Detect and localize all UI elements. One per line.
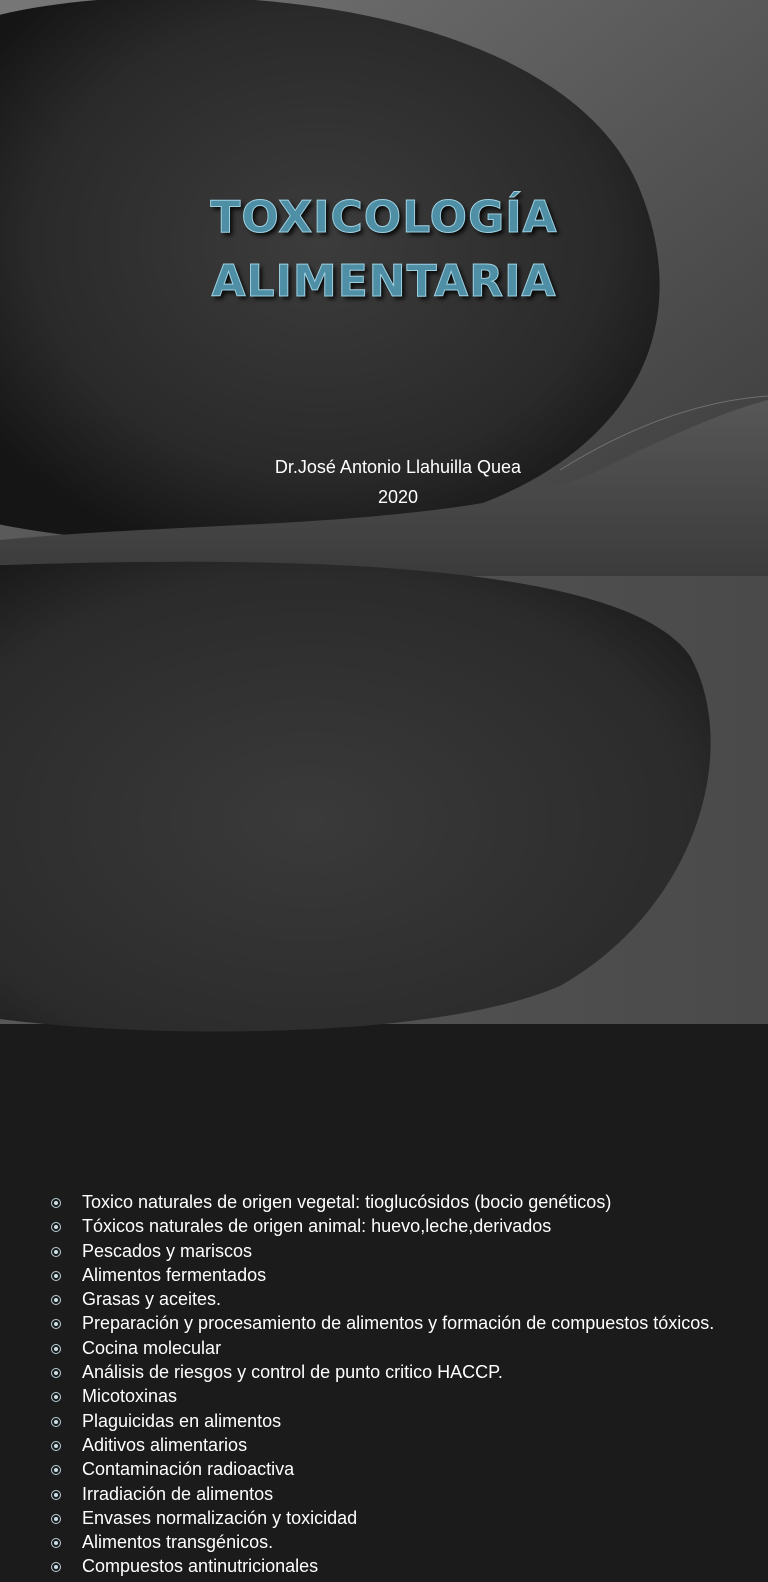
list-item-text: Micotoxinas <box>82 1386 178 1407</box>
list-item-text: Envases normalización y toxicidad <box>82 1507 358 1528</box>
title-line-1: TOXICOLOGÍA <box>210 192 558 243</box>
list-item <box>48 1533 738 1551</box>
list-item <box>48 1290 738 1308</box>
circle-bullet-icon <box>51 1514 61 1524</box>
circle-bullet-icon <box>51 1222 61 1232</box>
list-item-text: Pescados y mariscos <box>82 1240 253 1261</box>
author-name: Dr.José Antonio Llahuilla Quea <box>274 457 522 477</box>
list-item-text: Contaminación radioactiva <box>82 1459 295 1480</box>
list-item-text: Grasas y aceites. <box>82 1289 222 1310</box>
list-item <box>48 1363 738 1381</box>
list-item <box>48 1485 738 1503</box>
circle-bullet-icon <box>51 1417 61 1427</box>
list-item-text: Alimentos fermentados <box>82 1264 267 1285</box>
list-item <box>48 1436 738 1454</box>
circle-bullet-icon <box>51 1465 61 1475</box>
circle-bullet-icon <box>51 1319 61 1329</box>
circle-bullet-icon <box>51 1392 61 1402</box>
list-item <box>48 1314 738 1332</box>
topics-list <box>48 1193 738 1582</box>
title-line-2: ALIMENTARIA <box>211 256 557 307</box>
circle-bullet-icon <box>51 1198 61 1208</box>
list-item <box>48 1460 738 1478</box>
circle-bullet-icon <box>51 1441 61 1451</box>
slide-title <box>0 186 768 314</box>
circle-bullet-icon <box>51 1344 61 1354</box>
title-slide <box>0 0 768 576</box>
list-item-text: Alimentos transgénicos. <box>82 1532 274 1553</box>
circle-bullet-icon <box>51 1247 61 1257</box>
list-item <box>48 1339 738 1357</box>
list-item-text: Cocina molecular <box>82 1337 222 1358</box>
list-item-text: Compuestos antinutricionales <box>82 1556 319 1577</box>
presentation-year: 2020 <box>377 487 419 507</box>
list-item-text: Plaguicidas en alimentos <box>82 1410 282 1431</box>
list-item-text: Aditivos alimentarios <box>82 1434 248 1455</box>
list-item <box>48 1412 738 1430</box>
list-item-text: Tóxicos naturales de origen animal: huevo,leche,derivados <box>82 1216 552 1237</box>
content-slide-background <box>0 576 768 1024</box>
circle-bullet-icon <box>51 1490 61 1500</box>
list-item <box>48 1193 738 1211</box>
list-item <box>48 1557 738 1575</box>
slide-subtitle <box>150 452 646 512</box>
circle-bullet-icon <box>51 1295 61 1305</box>
list-item-text: Análisis de riesgos y control de punto critico HACCP. <box>82 1362 503 1383</box>
list-item-text: Irradiación de alimentos <box>82 1483 274 1504</box>
list-item-text: Preparación y procesamiento de alimentos y formación de compuestos tóxicos. <box>82 1313 715 1334</box>
list-item <box>48 1509 738 1527</box>
circle-bullet-icon <box>51 1368 61 1378</box>
list-item <box>48 1266 738 1284</box>
list-item <box>48 1242 738 1260</box>
circle-bullet-icon <box>51 1562 61 1572</box>
list-item-text: Toxico naturales de origen vegetal: tioglucósidos (bocio genéticos) <box>82 1192 612 1212</box>
list-item <box>48 1387 738 1405</box>
list-item <box>48 1217 738 1235</box>
content-slide <box>0 576 768 1577</box>
circle-bullet-icon <box>51 1271 61 1281</box>
circle-bullet-icon <box>51 1538 61 1548</box>
